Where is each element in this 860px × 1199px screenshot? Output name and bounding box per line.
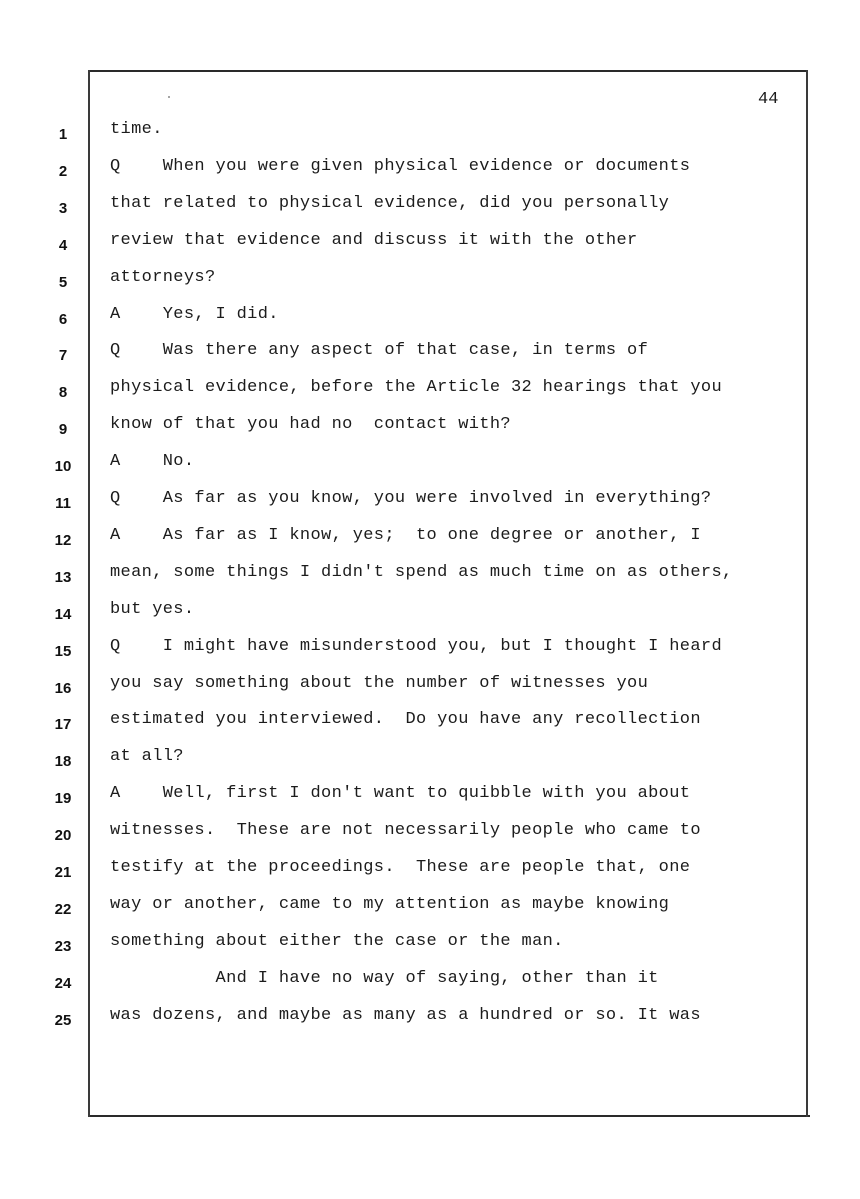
page-border-bottom [88,1115,810,1117]
line-number: 4 [58,236,68,254]
line-number: 6 [58,310,68,328]
line-number: 5 [58,273,68,291]
line-number: 12 [54,531,72,549]
line-number: 13 [54,568,72,586]
transcript-line: A Yes, I did. [110,304,279,324]
line-number: 1 [58,126,68,143]
line-number: 11 [55,495,71,512]
transcript-line: was dozens, and maybe as many as a hundred or so. It was [110,1005,701,1025]
page-border-right [806,70,808,1117]
line-number: 17 [54,716,72,734]
transcript-line: And I have no way of saying, other than it [110,968,659,988]
scan-speck [168,96,170,98]
transcript-line: Q As far as you know, you were involved in everything? [110,489,712,508]
transcript-line: that related to physical evidence, did you personally [110,193,670,213]
line-number: 22 [54,900,72,918]
transcript-line: mean, some things I didn't spend as much time on as others, [110,562,733,582]
page-border-top [88,70,808,72]
transcript-line: know of that you had no contact with? [110,415,511,435]
line-number: 3 [58,199,68,217]
transcript-line: attorneys? [110,267,216,287]
transcript-line: but yes. [110,599,195,619]
line-number: 18 [54,753,72,771]
page-border-left [88,70,90,1117]
line-number: 24 [54,974,72,992]
line-number: 25 [54,1011,72,1029]
line-number: 20 [54,827,72,845]
line-number: 8 [58,384,68,402]
line-number: 2 [58,162,68,180]
transcript-line: something about either the case or the man. [110,931,564,951]
transcript-line: A No. [110,452,195,472]
transcript-line: way or another, came to my attention as maybe knowing [110,894,670,914]
line-number: 19 [54,790,72,808]
line-number: 16 [54,679,72,697]
line-number: 15 [54,642,72,660]
line-number: 9 [58,421,68,439]
transcript-line: A Well, first I don't want to quibble with you about [110,784,691,804]
transcript-line: at all? [110,747,184,767]
line-number: 23 [54,937,72,955]
transcript-line: Q Was there any aspect of that case, in terms of [110,341,649,361]
transcript-line: estimated you interviewed. Do you have any recollection [110,710,701,730]
transcript-line: Q I might have misunderstood you, but I thought I heard [110,636,722,656]
line-number: 21 [54,864,72,881]
line-number: 10 [54,458,72,476]
transcript-line: physical evidence, before the Article 32 hearings that you [110,378,722,398]
transcript-line: A As far as I know, yes; to one degree or another, I [110,525,701,545]
transcript-line: testify at the proceedings. These are people that, one [110,858,691,877]
transcript-line: you say something about the number of witnesses you [110,673,649,693]
transcript-line: review that evidence and discuss it with the other [110,230,638,250]
transcript-line: Q When you were given physical evidence or documents [110,156,691,176]
transcript-line: witnesses. These are not necessarily people who came to [110,821,701,841]
transcript-line: time. [110,120,163,139]
line-number: 7 [58,347,68,365]
page-number: 44 [758,90,779,109]
line-number: 14 [54,605,72,623]
